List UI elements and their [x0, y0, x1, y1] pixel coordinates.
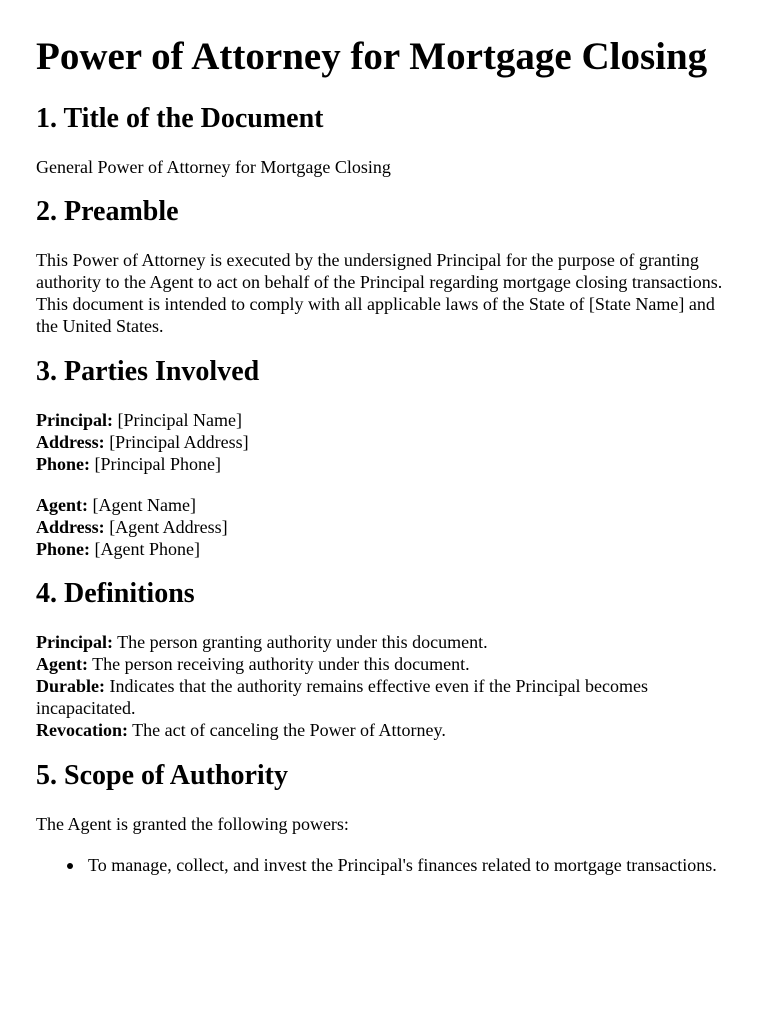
- definition-term: Agent:: [36, 654, 88, 674]
- agent-phone-label: Phone:: [36, 539, 90, 559]
- definition-term: Revocation:: [36, 720, 128, 740]
- agent-address-value: [Agent Address]: [104, 517, 228, 537]
- agent-block: [36, 494, 736, 560]
- agent-address-label: Address:: [36, 517, 105, 537]
- section-heading-scope: 5. Scope of Authority: [36, 760, 288, 791]
- power-text: To manage, collect, and invest the Principal's finances related to mortgage transactions.: [88, 855, 717, 875]
- agent-phone-value: [Agent Phone]: [90, 539, 200, 559]
- document-title: Power of Attorney for Mortgage Closing: [36, 35, 708, 78]
- definition-text: Indicates that the authority remains effective even if the Principal becomes incapacitated.: [36, 676, 648, 718]
- principal-block: [36, 409, 736, 475]
- principal-phone-label: Phone:: [36, 454, 90, 474]
- definition-text: The person receiving authority under this document.: [88, 654, 470, 674]
- definition-text: The person granting authority under this document.: [113, 632, 488, 652]
- list-item: [88, 854, 736, 876]
- scope-intro-text: The Agent is granted the following powers:: [36, 814, 349, 834]
- title-of-document-text: General Power of Attorney for Mortgage Closing: [36, 157, 391, 177]
- principal-name-label: Principal:: [36, 410, 113, 430]
- section-heading-definitions: 4. Definitions: [36, 578, 195, 609]
- section-heading-preamble: 2. Preamble: [36, 196, 179, 227]
- bullet-icon: [67, 863, 73, 869]
- section-heading-title-of-document: 1. Title of the Document: [36, 103, 324, 134]
- definition-text: The act of canceling the Power of Attorney.: [127, 720, 446, 740]
- principal-address-label: Address:: [36, 432, 105, 452]
- principal-phone-value: [Principal Phone]: [90, 454, 221, 474]
- definitions-block: [36, 631, 736, 741]
- document-page: [36, 0, 736, 876]
- section-heading-parties: 3. Parties Involved: [36, 356, 260, 387]
- agent-name-value: [Agent Name]: [88, 495, 196, 515]
- definition-term: Durable:: [36, 676, 105, 696]
- preamble-text: This Power of Attorney is executed by the undersigned Principal for the purpose of granting authority to the Agent to act on behalf of the Principal regarding mortgage closing transactions. This document is intended to comply with all applicable laws of the State of [State Name] and the United States.: [36, 250, 723, 336]
- principal-address-value: [Principal Address]: [104, 432, 249, 452]
- principal-name-value: [Principal Name]: [113, 410, 242, 430]
- agent-name-label: Agent:: [36, 495, 88, 515]
- definition-term: Principal:: [36, 632, 113, 652]
- scope-powers-list: [36, 854, 736, 876]
